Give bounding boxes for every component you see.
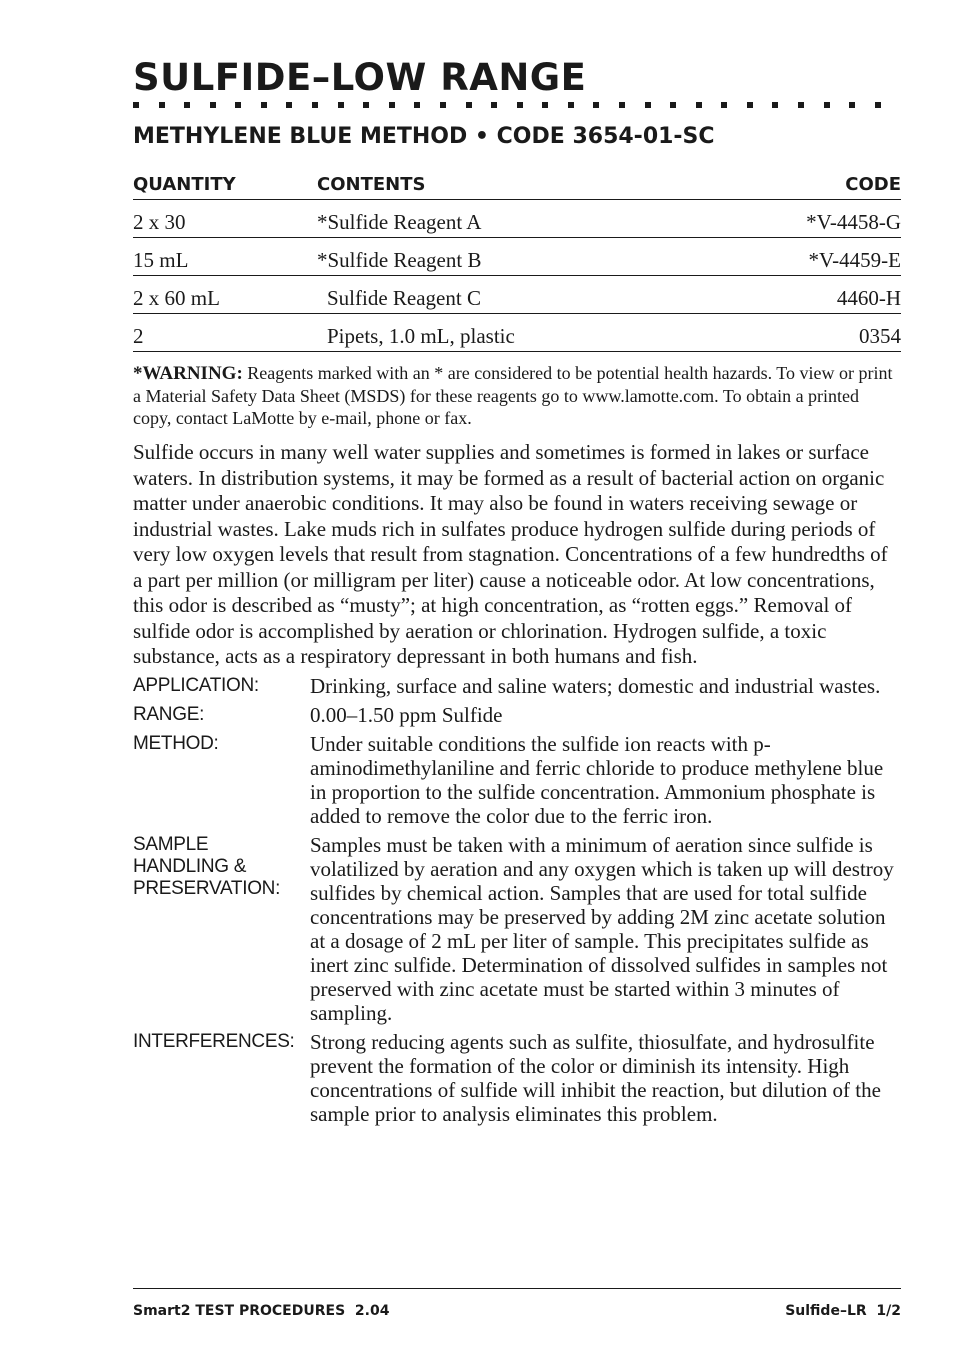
table-row — [133, 314, 901, 352]
definition-range — [133, 703, 901, 727]
warning-note — [133, 362, 901, 429]
desc-interferences: Strong reducing agents such as sulfite, thiosulfate, and hydrosulfite prevent the formation of the color or diminish its intensity. High concentrations of sulfide will inhibit the reaction, but dilution of the sample prior to analysis eliminates this problem. — [310, 1029, 881, 1126]
cell-quantity: 2 x 30 — [133, 200, 317, 238]
page-footer — [133, 1288, 901, 1319]
term-application: APPLICATION: — [133, 674, 259, 696]
definition-interferences — [133, 1030, 901, 1126]
cell-quantity: 15 mL — [133, 238, 317, 276]
term-sample-line2: HANDLING & — [133, 855, 247, 877]
footer-left: Smart2 TEST PROCEDURES 2.04 — [133, 1303, 390, 1319]
table-row — [133, 238, 901, 276]
desc-sample-handling: Samples must be taken with a minimum of aeration since sulfide is volatilized by aeration and any oxygen which is taken up will destroy sulfides by chemical action. Samples that are used for total sulfide concentrations may be preserved by adding 2M zinc acetate solution at a dosage of 2 mL per liter of sample. This precipitates sulfide as inert zinc sulfide. Determination of dissolved sulfides in samples not preserved with zinc acetate must be started within 3 minutes of sampling. — [310, 832, 894, 1025]
definition-sample-handling — [133, 833, 901, 1025]
cell-code: *V-4458-G — [757, 200, 901, 238]
contents-table — [133, 172, 901, 352]
term-method: METHOD: — [133, 732, 219, 754]
table-header-row — [133, 172, 901, 200]
cell-quantity: 2 — [133, 314, 317, 352]
cell-contents: *Sulfide Reagent B — [317, 238, 757, 276]
cell-code: 4460-H — [757, 276, 901, 314]
page-title: SULFIDE–LOW RANGE — [133, 56, 587, 99]
cell-code: 0354 — [757, 314, 901, 352]
document-page — [133, 56, 901, 1131]
desc-range: 0.00–1.50 ppm Sulfide — [310, 702, 503, 727]
cell-contents: *Sulfide Reagent A — [317, 200, 757, 238]
desc-application: Drinking, surface and saline waters; domestic and industrial wastes. — [310, 673, 881, 698]
warning-label: *WARNING: — [133, 363, 243, 384]
cell-quantity: 2 x 60 mL — [133, 276, 317, 314]
cell-code: *V-4459-E — [757, 238, 901, 276]
dotted-rule — [133, 102, 881, 110]
warning-text: Reagents marked with an * are considered to be potential health hazards. To view or print a Material Safety Data Sheet (MSDS) for these reagents go to www.lamotte.com. To obtain a printed copy, contact LaMotte by e-mail, phone or fax. — [133, 363, 893, 428]
term-range: RANGE: — [133, 703, 205, 725]
definition-method — [133, 732, 901, 828]
definition-application — [133, 674, 901, 698]
term-sample-line1: SAMPLE — [133, 833, 209, 855]
table-row — [133, 276, 901, 314]
term-interferences: INTERFERENCES: — [133, 1030, 295, 1052]
cell-contents: Sulfide Reagent C — [317, 276, 757, 314]
method-subtitle: METHYLENE BLUE METHOD • CODE 3654-01-SC — [133, 124, 715, 149]
cell-contents: Pipets, 1.0 mL, plastic — [317, 314, 757, 352]
definition-list — [133, 674, 901, 1126]
intro-paragraph: Sulfide occurs in many well water supplies and sometimes is formed in lakes or surface waters. In distribution systems, it may be formed as a result of bacterial action on organic matter under anaerobic conditions. It may also be found in waters receiving sewage or industrial wastes. Lake muds rich in sulfates produce hydrogen sulfide during periods of very low oxygen levels that result from stagnation. Concentrations of a few hundredths of a part per million (or milligram per liter) cause a noticeable odor. At low concentrations, this odor is described as “musty”; at high concentration, as “rotten eggs.” Removal of sulfide odor is accomplished by aeration or chlorination. Hydrogen sulfide, a toxic substance, acts as a respiratory depressant in both humans and fish. — [133, 440, 888, 668]
term-sample-line3: PRESERVATION: — [133, 877, 281, 899]
table-row — [133, 200, 901, 238]
header-contents: CONTENTS — [317, 172, 757, 200]
term-sample-handling — [133, 833, 310, 1025]
header-code: CODE — [757, 172, 901, 200]
desc-method: Under suitable conditions the sulfide ion reacts with p-aminodimethylaniline and ferric chloride to produce methylene blue in proportion to the sulfide concentration. Ammonium phosphate is added to remove the color due to the ferric iron. — [310, 731, 884, 828]
footer-right: Sulfide–LR 1/2 — [785, 1303, 901, 1319]
header-quantity: QUANTITY — [133, 172, 317, 200]
